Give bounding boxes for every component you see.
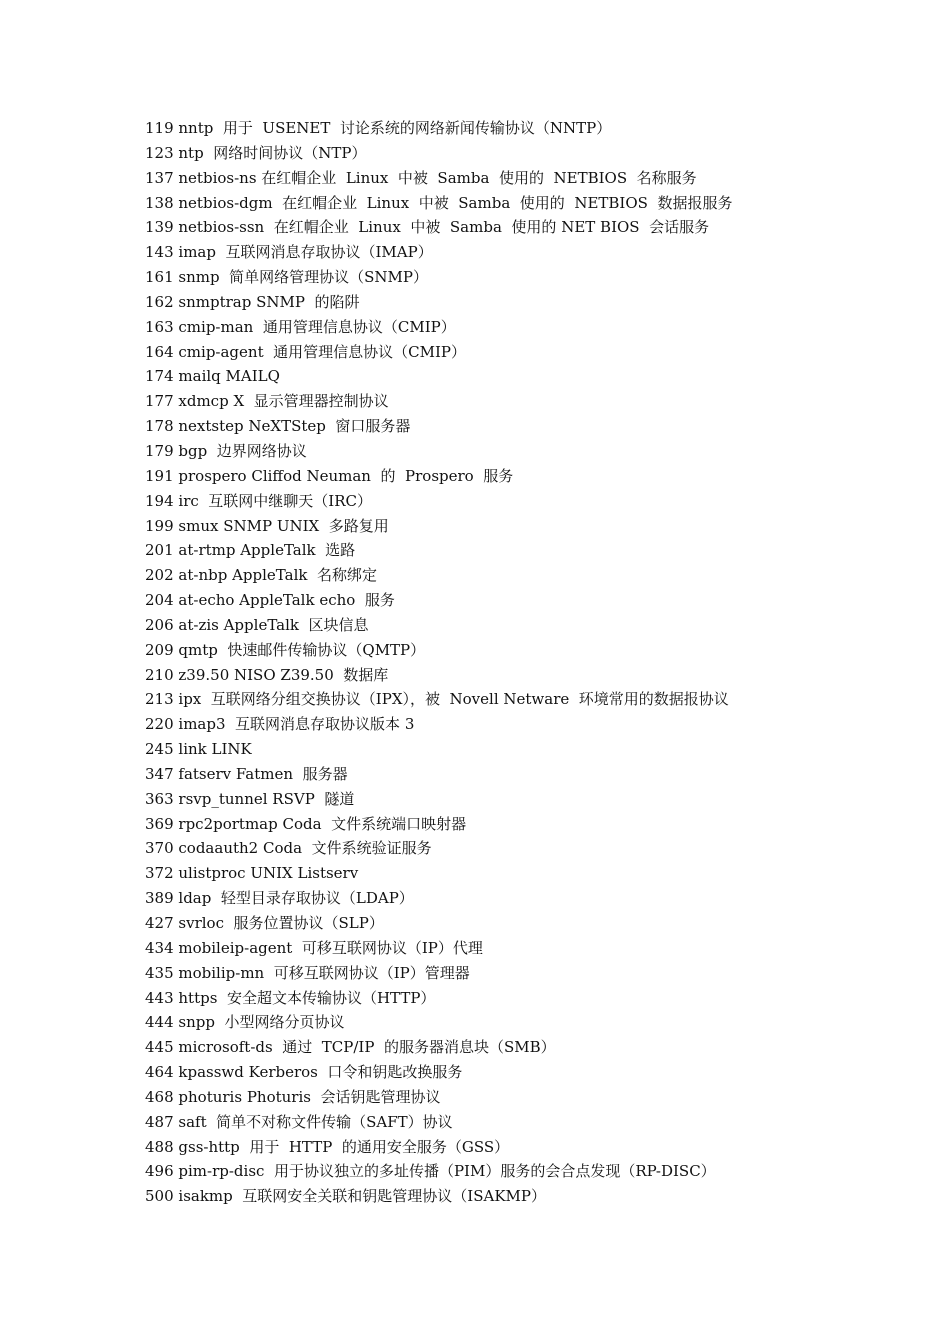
port-entry: 369 rpc2portmap Coda 文件系统端口映射器 [145,814,467,833]
port-entry: 177 xdmcp X 显示管理器控制协议 [145,392,389,411]
port-entry: 500 isakmp 互联网安全关联和钥匙管理协议（ISAKMP） [145,1187,546,1206]
port-entry: 464 kpasswd Kerberos 口令和钥匙改换服务 [145,1063,463,1082]
port-service-list [145,116,905,1209]
port-entry: 245 link LINK [145,740,252,759]
port-entry: 468 photuris Photuris 会话钥匙管理协议 [145,1087,441,1106]
port-entry: 137 netbios-ns 在红帽企业 Linux 中被 Samba 使用的 NETBIOS 名称服务 [145,168,697,187]
port-entry: 347 fatserv Fatmen 服务器 [145,764,348,783]
port-entry: 191 prospero Cliffod Neuman 的 Prospero 服务 [145,466,514,485]
port-entry: 206 at-zis AppleTalk 区块信息 [145,615,369,634]
port-entry: 434 mobileip-agent 可移互联网协议（IP）代理 [145,938,483,957]
port-entry: 164 cmip-agent 通用管理信息协议（CMIP） [145,342,466,361]
port-entry: 174 mailq MAILQ [145,367,280,386]
port-entry: 445 microsoft-ds 通过 TCP/IP 的服务器消息块（SMB） [145,1038,556,1057]
port-entry: 179 bgp 边界网络协议 [145,441,307,460]
port-entry: 370 codaauth2 Coda 文件系统验证服务 [145,839,432,858]
port-entry: 372 ulistproc UNIX Listserv [145,864,359,883]
port-entry: 123 ntp 网络时间协议（NTP） [145,143,367,162]
port-entry: 487 saft 简单不对称文件传输（SAFT）协议 [145,1112,453,1131]
port-entry: 201 at-rtmp AppleTalk 选路 [145,541,356,560]
port-entry: 220 imap3 互联网消息存取协议版本 3 [145,715,415,734]
port-entry: 161 snmp 简单网络管理协议（SNMP） [145,268,428,287]
port-entry: 178 nextstep NeXTStep 窗口服务器 [145,417,411,436]
port-entry: 496 pim-rp-disc 用于协议独立的多址传播（PIM）服务的会合点发现（RP-DISC） [145,1162,716,1181]
port-entry: 202 at-nbp AppleTalk 名称绑定 [145,566,377,585]
port-entry: 163 cmip-man 通用管理信息协议（CMIP） [145,317,456,336]
port-entry: 427 svrloc 服务位置协议（SLP） [145,914,384,932]
port-entry: 444 snpp 小型网络分页协议 [145,1013,345,1032]
port-entry: 209 qmtp 快速邮件传输协议（QMTP） [145,640,426,659]
port-entry: 488 gss-http 用于 HTTP 的通用安全服务（GSS） [145,1137,510,1156]
port-entry: 119 nntp 用于 USENET 讨论系统的网络新闻传输协议（NNTP） [145,119,612,137]
port-entry: 139 netbios-ssn 在红帽企业 Linux 中被 Samba 使用的 NET BIOS 会话服务 [145,218,710,237]
port-entry: 389 ldap 轻型目录存取协议（LDAP） [145,889,414,908]
port-entry: 213 ipx 互联网络分组交换协议（IPX），被 Novell Netware 环境常用的数据报协议 [145,690,729,709]
port-entry: 162 snmptrap SNMP 的陷阱 [145,292,360,311]
port-entry: 210 z39.50 NISO Z39.50 数据库 [145,665,389,684]
port-entry: 204 at-echo AppleTalk echo 服务 [145,591,395,610]
port-entry: 138 netbios-dgm 在红帽企业 Linux 中被 Samba 使用的 NETBIOS 数据报服务 [145,193,733,212]
port-entry: 143 imap 互联网消息存取协议（IMAP） [145,243,433,262]
port-entry: 443 https 安全超文本传输协议（HTTP） [145,988,436,1007]
port-entry: 363 rsvp_tunnel RSVP 隧道 [145,789,355,808]
port-entry: 199 smux SNMP UNIX 多路复用 [145,516,389,535]
port-entry: 194 irc 互联网中继聊天（IRC） [145,491,373,510]
port-entry: 435 mobilip-mn 可移互联网协议（IP）管理器 [145,963,470,982]
